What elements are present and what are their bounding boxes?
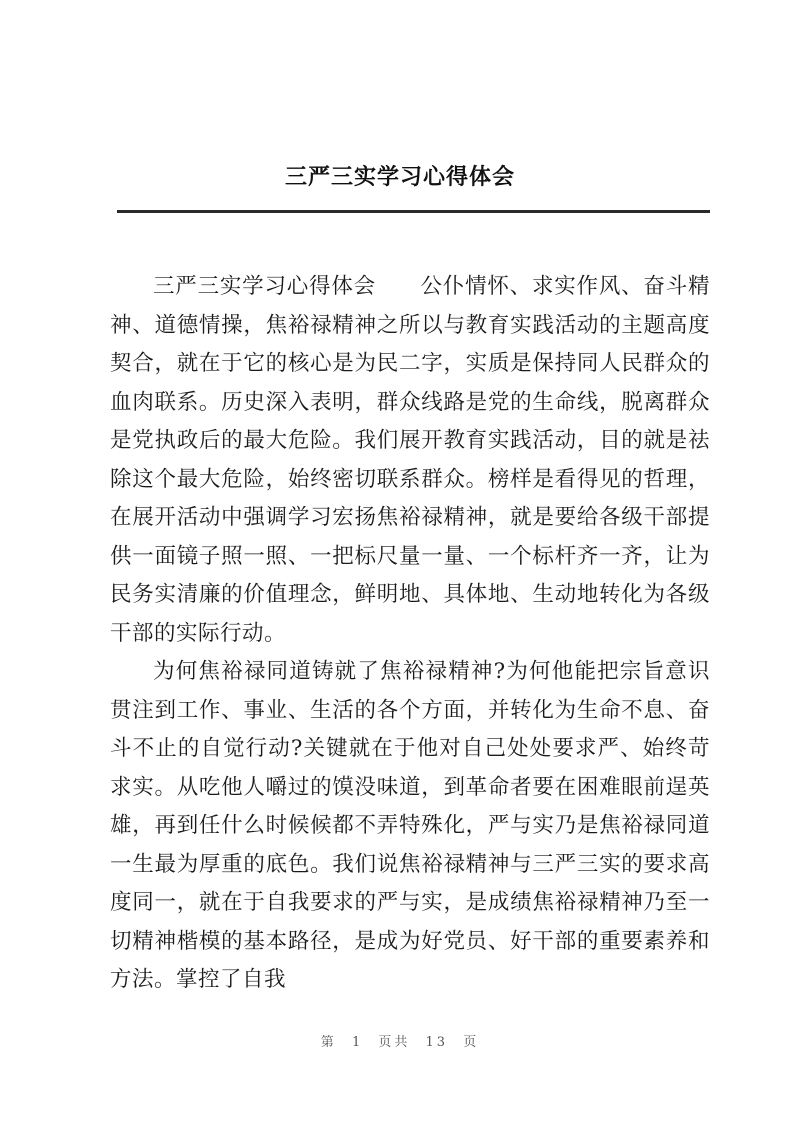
total-pages-number: 13 bbox=[425, 1035, 449, 1050]
footer-label-end: 页 bbox=[463, 1035, 480, 1050]
footer-label-total: 页共 bbox=[378, 1035, 411, 1050]
footer-label-page: 第 bbox=[320, 1035, 337, 1050]
body-paragraph: 三严三实学习心得体会 公仆情怀、求实作风、奋斗精神、道德情操，焦裕禄精神之所以与教育实践活动的主题高度契合，就在于它的核心是为民二字，实质是保持同人民群众的血肉联系。历史深入表明，群众线路是党的生命线，脱离群众是党执政后的最大危险。我们展开教育实践活动，目的就是祛除这个最大危险，始终密切联系群众。榜样是看得见的哲理，在展开活动中强调学习宏扬焦裕禄精神，就是要给各级干部提供一面镜子照一照、一把标尺量一量、一个标杆齐一齐，让为民务实清廉的价值理念，鲜明地、具体地、生动地转化为各级干部的实际行动。 bbox=[110, 274, 710, 646]
document-title: 三严三实学习心得体会 bbox=[284, 165, 515, 190]
document-body bbox=[110, 268, 710, 1000]
title-divider bbox=[117, 210, 710, 213]
body-paragraph: 为何焦裕禄同道铸就了焦裕禄精神?为何他能把宗旨意识贯注到工作、事业、生活的各个方面，并转化为生命不息、奋斗不止的自觉行动?关键就在于他对自己处处要求严、始终苛求实。从吃他人嚼过的馍没味道，到革命者要在困难眼前逞英雄，再到任什么时候候都不弄特殊化，严与实乃是焦裕禄同道一生最为厚重的底色。我们说焦裕禄精神与三严三实的要求高度同一，就在于自我要求的严与实，是成绩焦裕禄精神乃至一切精神楷模的基本路径，是成为好党员、好干部的重要素养和方法。掌控了自我 bbox=[110, 659, 710, 992]
page-footer bbox=[0, 1031, 800, 1050]
current-page-number: 1 bbox=[351, 1035, 364, 1050]
